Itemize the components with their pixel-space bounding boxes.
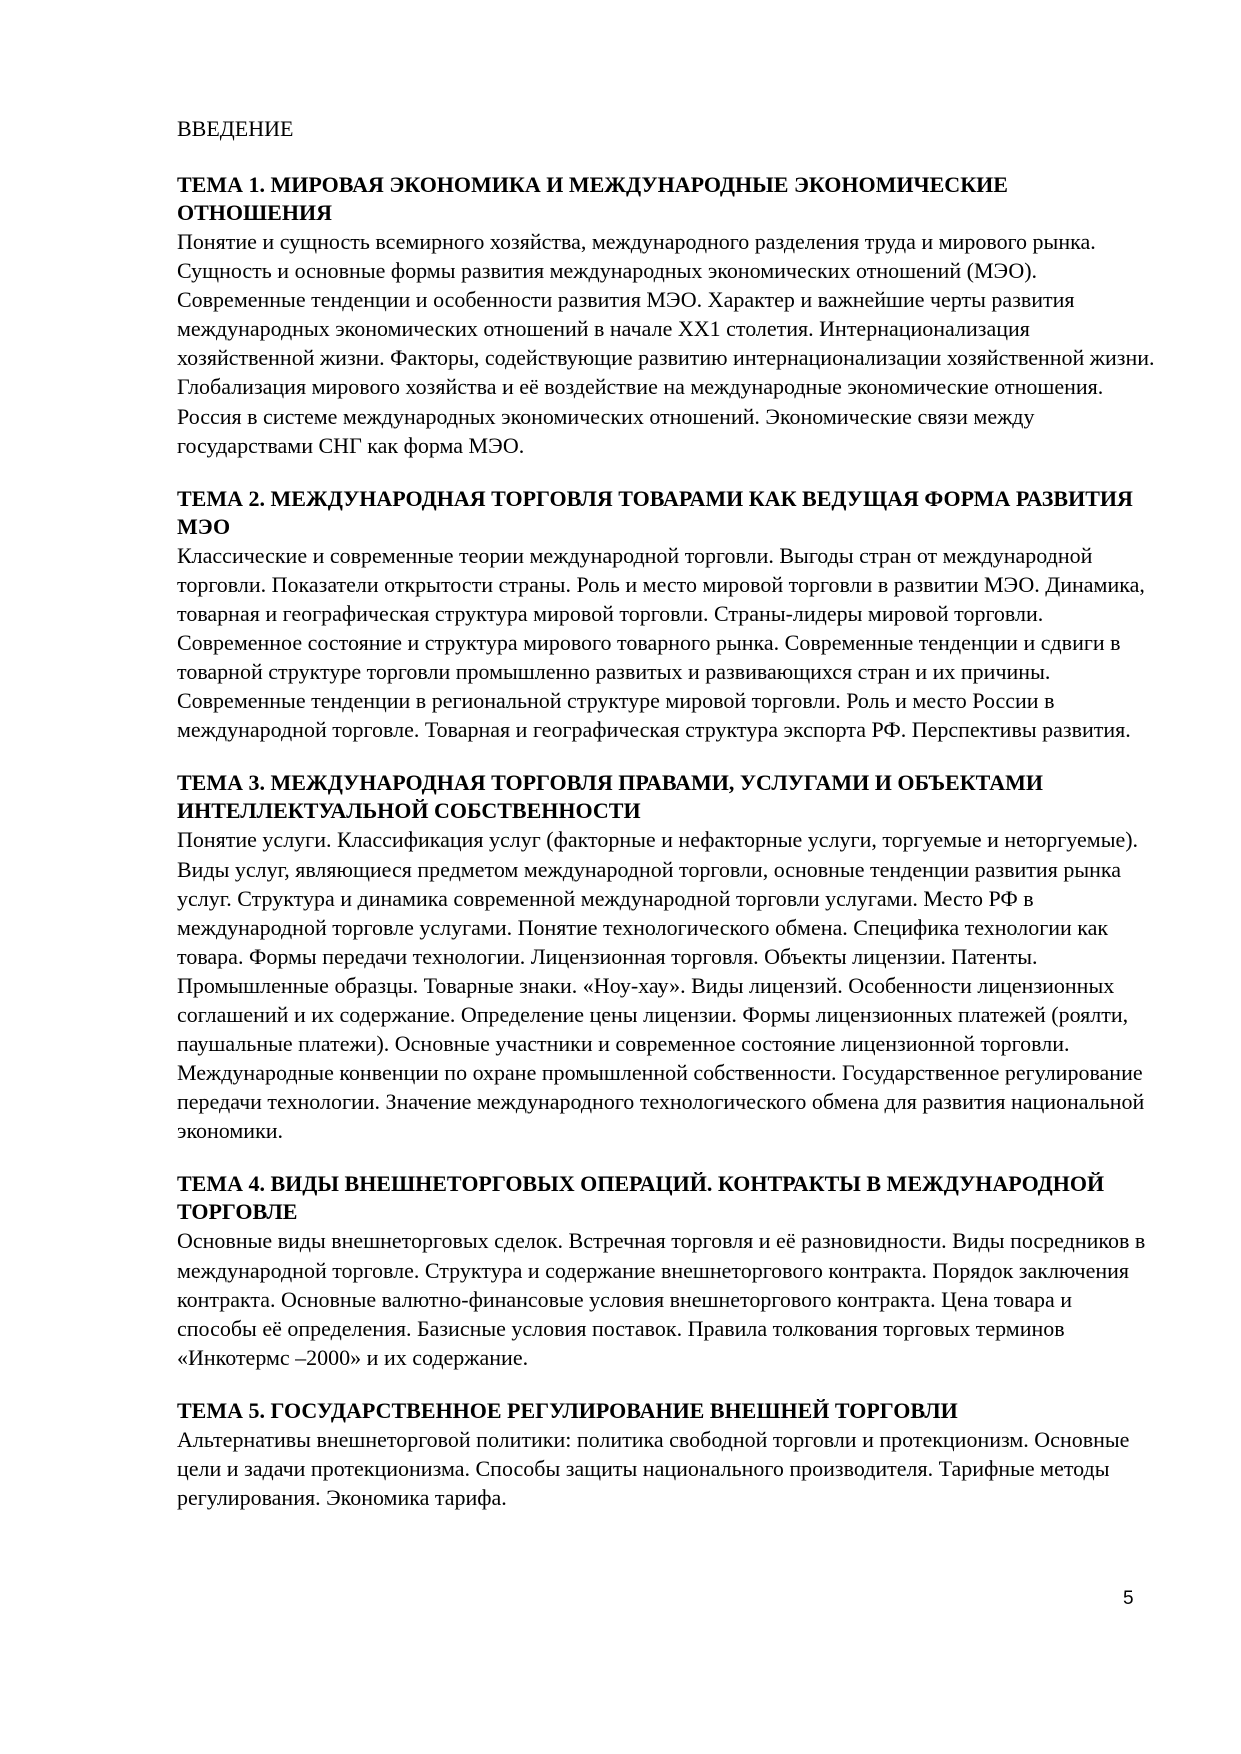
section-title: ТЕМА 4. ВИДЫ ВНЕШНЕТОРГОВЫХ ОПЕРАЦИЙ. КОНТРАКТЫ В МЕЖДУНАРОДНОЙ ТОРГОВЛЕ xyxy=(177,1171,1105,1225)
section-topic-5 xyxy=(177,1397,1157,1512)
page-content xyxy=(177,114,1157,1537)
section-topic-3 xyxy=(177,769,1157,1145)
section-title: ТЕМА 2. МЕЖДУНАРОДНАЯ ТОРГОВЛЯ ТОВАРАМИ КАК ВЕДУЩАЯ ФОРМА РАЗВИТИЯ МЭО xyxy=(177,485,1133,539)
section-body: Классические и современные теории международной торговли. Выгоды стран от международной торговли. Показатели открытости страны. Роль и место мировой торговли в развитии МЭО. Динамика, товарная и географическая структура мировой торговли. Страны-лидеры мировой торговли. Современное состояние и структура мирового товарного рынка. Современные тенденции и сдвиги в товарной структуре торговли промышленно развитых и развивающихся стран и их причины. Современные тенденции в региональной структуре мировой торговли. Роль и место России в международной торговле. Товарная и географическая структура экспорта РФ. Перспективы развития. xyxy=(177,542,1145,743)
section-topic-1 xyxy=(177,171,1157,460)
section-title: ТЕМА 5. ГОСУДАРСТВЕННОЕ РЕГУЛИРОВАНИЕ ВНЕШНЕЙ ТОРГОВЛИ xyxy=(177,1397,958,1423)
intro-heading: ВВЕДЕНИЕ xyxy=(177,116,294,141)
section-topic-2 xyxy=(177,485,1157,745)
section-body: Альтернативы внешнеторговой политики: политика свободной торговли и протекционизм. Основные цели и задачи протекционизма. Способы защиты национального производителя. Тарифные методы регулирования. Экономика тарифа. xyxy=(177,1426,1130,1511)
section-body: Понятие и сущность всемирного хозяйства, международного разделения труда и мирового рынка. Сущность и основные формы развития международных экономических отношений (МЭО). Современные тенденции и особенности развития МЭО. Характер и важнейшие черты развития международных экономических отношений в начале XX1 столетия. Интернационализация хозяйственной жизни. Факторы, содействующие развитию интернационализации хозяйственной жизни. Глобализация мирового хозяйства и её воздействие на международные экономические отношения. Россия в системе международных экономических отношений. Экономические связи между государствами СНГ как форма МЭО. xyxy=(177,229,1155,458)
section-body: Основные виды внешнеторговых сделок. Встречная торговля и её разновидности. Виды посредников в международной торговле. Структура и содержание внешнеторгового контракта. Порядок заключения контракта. Основные валютно-финансовые условия внешнеторгового контракта. Цена товара и способы её определения. Базисные условия поставок. Правила толкования торговых терминов «Инкотермс –2000» и их содержание. xyxy=(177,1228,1146,1370)
section-topic-4 xyxy=(177,1170,1157,1371)
section-body: Понятие услуги. Классификация услуг (факторные и нефакторные услуги, торгуемые и неторгуемые). Виды услуг, являющиеся предметом международной торговли, основные тенденции развития рынка услуг. Структура и динамика современной международной торговли услугами. Место РФ в международной торговле услугами. Понятие технологического обмена. Специфика технологии как товара. Формы передачи технологии. Лицензионная торговля. Объекты лицензии. Патенты. Промышленные образцы. Товарные знаки. «Ноу-хау». Виды лицензий. Особенности лицензионных соглашений и их содержание. Определение цены лицензии. Формы лицензионных платежей (роялти, паушальные платежи). Основные участники и современное состояние лицензионной торговли. Международные конвенции по охране промышленной собственности. Государственное регулирование передачи технологии. Значение международного технологического обмена для развития национальной экономики. xyxy=(177,827,1145,1144)
section-title: ТЕМА 3. МЕЖДУНАРОДНАЯ ТОРГОВЛЯ ПРАВАМИ, УСЛУГАМИ И ОБЪЕКТАМИ ИНТЕЛЛЕКТУАЛЬНОЙ СОБСТВЕННОСТИ xyxy=(177,770,1044,824)
section-title: ТЕМА 1. МИРОВАЯ ЭКОНОМИКА И МЕЖДУНАРОДНЫЕ ЭКОНОМИЧЕСКИЕ ОТНОШЕНИЯ xyxy=(177,172,1008,225)
page-number: 5 xyxy=(1123,1588,1134,1609)
